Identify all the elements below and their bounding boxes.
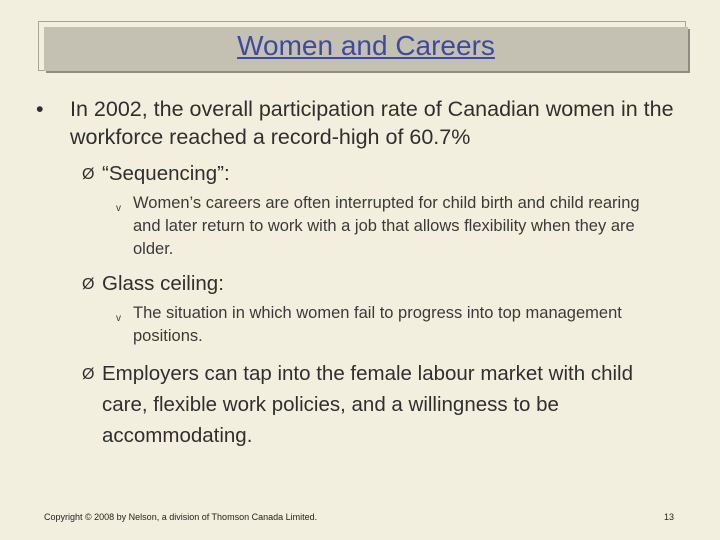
sub-bullet-text: “Sequencing”:	[102, 162, 230, 185]
bullet-text: In 2002, the overall participation rate of Canadian women in the workforce reached a record-high of 60.7%	[70, 97, 674, 149]
slide-title: Women and Careers	[237, 30, 495, 61]
footer-page-number: 13	[664, 512, 675, 522]
diamond-bullet-icon: v	[116, 203, 121, 214]
sub-bullet-text: Employers can tap into the female labour market with child care, flexible work policies, and a willingness to be accommodating.	[102, 362, 633, 447]
arrow-bullet-icon: Ø	[82, 276, 95, 293]
arrow-bullet-icon: Ø	[82, 366, 95, 383]
sub-bullet-employers	[82, 358, 682, 451]
footer-copyright: Copyright © 2008 by Nelson, a division of Thomson Canada Limited.	[44, 512, 318, 522]
detail-text: The situation in which women fail to progress into top management positions.	[133, 304, 622, 345]
sub-bullet-text: Glass ceiling:	[102, 272, 224, 295]
bullet-participation-rate	[36, 95, 696, 151]
detail-sequencing	[116, 192, 656, 261]
sub-bullet-sequencing	[82, 160, 642, 188]
bullet-dot-icon: •	[36, 97, 44, 121]
diamond-bullet-icon: v	[116, 313, 121, 324]
detail-text: Women’s careers are often interrupted for child birth and child rearing and later return to work with a job that allows flexibility when they are older.	[133, 194, 640, 258]
sub-bullet-glass-ceiling	[82, 270, 642, 298]
arrow-bullet-icon: Ø	[82, 166, 95, 183]
detail-glass-ceiling	[116, 302, 636, 348]
